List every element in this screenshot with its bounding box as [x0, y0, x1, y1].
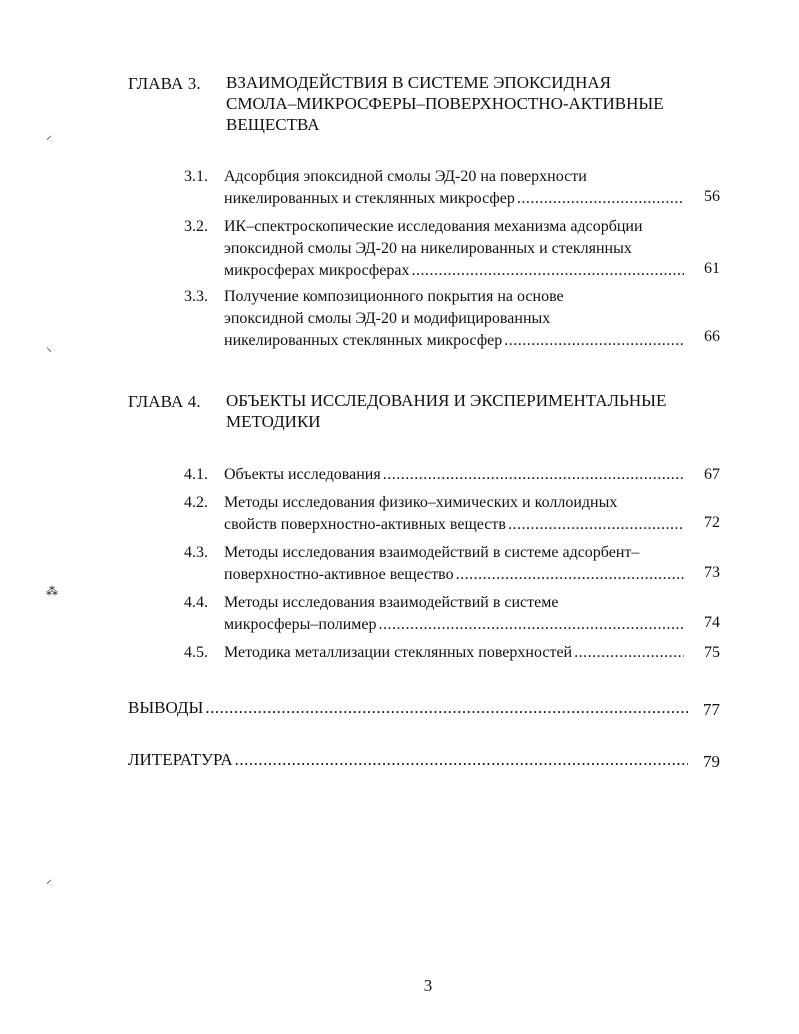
- chapter-label: ГЛАВА 4.: [128, 392, 201, 411]
- page-ref: 74: [704, 614, 720, 631]
- leader-dots: [504, 330, 684, 352]
- section-number: 3.1.: [184, 168, 208, 185]
- section-number: 3.2.: [184, 218, 208, 235]
- leader-dots: [517, 188, 684, 210]
- leader-dots: [383, 464, 684, 486]
- toc-entry[interactable]: ИК–спектроскопические исследования механизма адсорбции эпоксидной смолы ЭД-20 на никелированных и стеклянных микросферах микросферах .....: [224, 216, 684, 282]
- section-number: 4.3.: [184, 544, 208, 561]
- toc-entry[interactable]: Получение композиционного покрытия на основе эпоксидной смолы ЭД-20 и модифицированных никелированных стеклянных микросфер .....: [224, 286, 684, 352]
- toc-entry[interactable]: Объекты исследования .....: [224, 464, 684, 486]
- chapter-label: ГЛАВА 3.: [128, 74, 201, 93]
- leader-dots: [508, 514, 684, 536]
- leader-dots: [235, 750, 688, 770]
- page-ref: 56: [704, 188, 720, 205]
- section-number: 3.3.: [184, 288, 208, 305]
- leader-dots: [379, 614, 685, 636]
- page-ref: 66: [704, 328, 720, 345]
- chapter-title: ОБЪЕКТЫ ИССЛЕДОВАНИЯ И ЭКСПЕРИМЕНТАЛЬНЫЕ МЕТОДИКИ: [226, 391, 667, 431]
- page-ref: 75: [704, 644, 720, 661]
- scan-mark: ⁂: [46, 584, 58, 598]
- page-ref: 73: [704, 564, 720, 581]
- section-number: 4.5.: [184, 644, 208, 661]
- toc-entry-conclusions[interactable]: ВЫВОДЫ .....: [128, 698, 688, 718]
- page-ref: 79: [703, 752, 720, 771]
- section-number: 4.1.: [184, 466, 208, 483]
- toc-entry[interactable]: Методы исследования взаимодействий в системе адсорбент– поверхностно-активное вещество .....: [224, 542, 684, 586]
- leader-dots: [205, 698, 688, 718]
- toc-entry[interactable]: Методы исследования взаимодействий в системе микросферы–полимер .....: [224, 592, 684, 636]
- page-ref: 61: [704, 260, 720, 277]
- chapter-title: ВЗАИМОДЕЙСТВИЯ В СИСТЕМЕ ЭПОКСИДНАЯ СМОЛА–МИКРОСФЕРЫ–ПОВЕРХНОСТНО-АКТИВНЫЕ ВЕЩЕСТВА: [226, 73, 664, 134]
- toc-entry[interactable]: Методика металлизации стеклянных поверхностей .....: [224, 642, 684, 664]
- leader-dots: [456, 564, 684, 586]
- scan-mark: ⸝: [46, 872, 53, 886]
- page-ref: 72: [704, 514, 720, 531]
- scan-mark: ⸜: [46, 340, 53, 354]
- toc-entry[interactable]: Методы исследования физико–химических и коллоидных свойств поверхностно-активных веществ .....: [224, 492, 684, 536]
- leader-dots: [411, 260, 684, 282]
- section-number: 4.4.: [184, 594, 208, 611]
- scan-mark: ⸝: [46, 128, 53, 142]
- section-number: 4.2.: [184, 494, 208, 511]
- leader-dots: [574, 642, 684, 664]
- page-ref: 67: [704, 466, 720, 483]
- page-number: 3: [423, 976, 433, 995]
- page-ref: 77: [703, 700, 720, 719]
- toc-entry[interactable]: Адсорбция эпоксидной смолы ЭД-20 на поверхности никелированных и стеклянных микросфер .....: [224, 166, 684, 210]
- toc-entry-literature[interactable]: ЛИТЕРАТУРА .....: [128, 750, 688, 770]
